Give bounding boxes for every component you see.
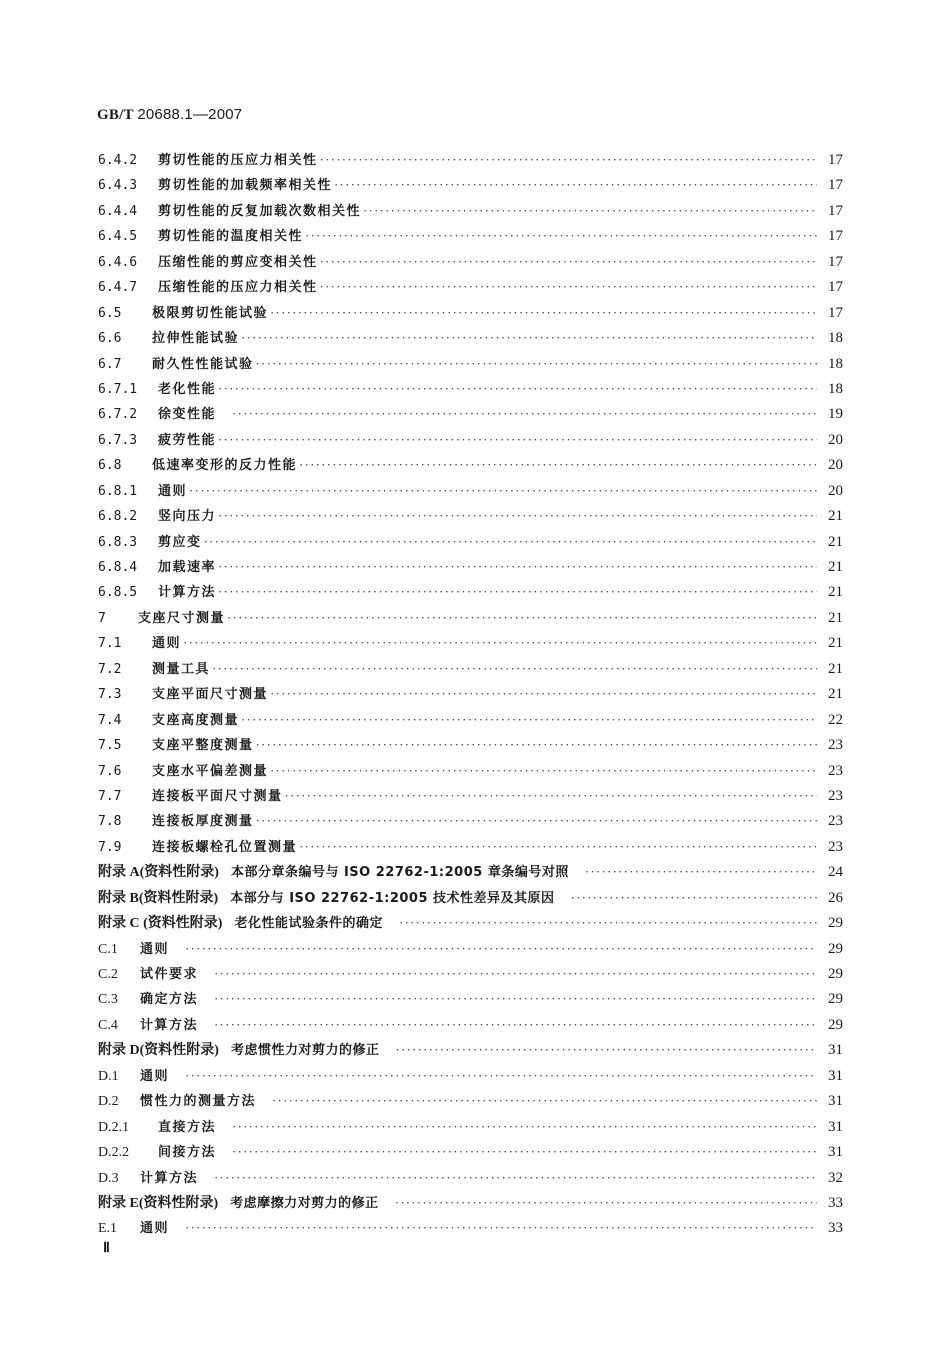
section-title: 本部分章条编号与 ISO 22762-1:2005 章条编号对照	[230, 865, 569, 881]
section-number: 7.2	[98, 661, 122, 677]
dot-leader	[185, 1063, 817, 1088]
section-number: 6.8.4	[98, 560, 138, 575]
dot-leader	[395, 1190, 817, 1215]
section-title: 考虑惯性力对剪力的修正	[230, 1043, 380, 1059]
toc-entry[interactable]	[98, 1088, 843, 1113]
section-title: 拉伸性能试验	[152, 331, 240, 347]
section-title: 计算方法	[158, 585, 217, 601]
toc-entry[interactable]	[98, 1165, 843, 1190]
appendix-label: 附录 C (资料性附录)	[98, 916, 223, 932]
page-ref: 21	[828, 635, 843, 652]
section-number: C.2	[98, 967, 118, 982]
page-ref: 32	[828, 1169, 843, 1186]
section-title: 低速率变形的反力性能	[152, 458, 298, 474]
section-title: 计算方法	[140, 1170, 199, 1186]
appendix-label: 附录 B(资料性附录)	[98, 890, 219, 906]
section-title: 剪应变	[158, 534, 202, 550]
page-ref: 29	[828, 1016, 843, 1033]
page-ref: 21	[828, 609, 843, 626]
page-ref: 18	[828, 380, 843, 397]
section-number: C.1	[98, 941, 118, 957]
toc-entry[interactable]	[98, 656, 843, 681]
page-ref: 21	[828, 508, 843, 525]
section-number: 6.4.3	[98, 178, 138, 194]
section-title: 通则	[152, 636, 182, 652]
section-number: 6.8.3	[98, 534, 138, 550]
toc-entry[interactable]	[98, 554, 843, 579]
page-ref: 24	[828, 864, 843, 881]
toc-entry[interactable]	[98, 630, 843, 655]
section-title: 试件要求	[140, 967, 199, 982]
section-number: D.2	[98, 1094, 119, 1110]
section-title: 本部分与 ISO 22762-1:2005 技术性差异及其原因	[230, 890, 555, 906]
section-number: 6.8.1	[98, 483, 138, 499]
section-number: 6.7.3	[98, 432, 138, 448]
dot-leader	[399, 910, 817, 935]
dot-leader	[183, 630, 817, 655]
section-title: 加载速率	[158, 560, 217, 575]
toc-entry[interactable]	[98, 1037, 843, 1062]
toc-entry[interactable]	[98, 961, 843, 986]
section-title: 支座水平偏差测量	[152, 763, 269, 779]
section-number: 6.6	[98, 331, 122, 347]
section-number: 6.8.2	[98, 509, 138, 525]
toc-entry[interactable]	[98, 834, 843, 859]
page-ref: 21	[828, 559, 843, 575]
section-title: 竖向压力	[158, 509, 217, 525]
toc-entry[interactable]	[98, 325, 843, 350]
page-ref: 31	[828, 1144, 843, 1161]
section-number: 6.8	[98, 458, 122, 474]
dot-leader	[189, 478, 817, 503]
dot-leader	[256, 732, 817, 757]
section-title: 老化性能试验条件的确定	[234, 916, 383, 932]
page-ref: 20	[828, 457, 843, 474]
toc-entry[interactable]	[98, 223, 843, 248]
toc-entry[interactable]	[98, 147, 843, 172]
toc-entry[interactable]	[98, 579, 843, 604]
dot-leader	[214, 1165, 817, 1190]
dot-leader	[204, 529, 817, 554]
dot-leader	[214, 1012, 817, 1037]
toc-entry[interactable]	[98, 885, 843, 910]
section-title: 剪切性能的温度相关性	[158, 229, 304, 245]
section-title: 确定方法	[140, 992, 199, 1008]
section-title: 间接方法	[158, 1145, 217, 1161]
toc-entry[interactable]	[98, 1063, 843, 1088]
dot-leader	[218, 503, 817, 528]
toc-entry[interactable]	[98, 401, 843, 426]
toc-entry[interactable]	[98, 859, 843, 884]
dot-leader	[232, 1114, 817, 1139]
section-title: 压缩性能的压应力相关性	[158, 280, 318, 296]
dot-leader	[232, 1139, 817, 1164]
page-ref: 23	[828, 838, 843, 855]
section-number: 7.9	[98, 839, 122, 855]
section-number: 6.4.7	[98, 280, 138, 296]
section-title: 疲劳性能	[158, 432, 217, 448]
dot-leader	[218, 427, 817, 452]
section-number: 6.7.1	[98, 381, 138, 397]
section-title: 支座高度测量	[152, 712, 240, 728]
dot-leader	[585, 859, 817, 884]
section-number: D.2.2	[98, 1145, 130, 1161]
dot-leader	[241, 325, 817, 350]
page-ref: 18	[828, 330, 843, 347]
dot-leader	[218, 376, 817, 401]
dot-leader	[395, 1037, 817, 1062]
section-number: 7.8	[98, 814, 122, 830]
page-ref: 29	[828, 966, 843, 982]
section-title: 压缩性能的剪应变相关性	[158, 254, 318, 270]
section-title: 耐久性性能试验	[152, 356, 254, 372]
section-title: 支座尺寸测量	[138, 610, 226, 626]
section-number: 7.3	[98, 687, 122, 703]
page-ref: 33	[828, 1220, 843, 1237]
page-ref: 21	[828, 584, 843, 601]
dot-leader	[334, 172, 817, 197]
page-ref: 17	[828, 304, 843, 321]
section-number: 7.4	[98, 712, 122, 728]
page-number: Ⅱ	[103, 1241, 110, 1256]
section-title: 连接板厚度测量	[152, 814, 254, 830]
toc-entry[interactable]	[98, 910, 843, 935]
section-title: 通则	[140, 1068, 170, 1084]
page-ref: 31	[828, 1067, 843, 1084]
dot-leader	[256, 351, 817, 376]
dot-leader	[270, 681, 817, 706]
page-ref: 17	[828, 202, 843, 219]
section-title: 通则	[140, 941, 170, 957]
page-ref: 17	[828, 177, 843, 194]
dot-leader	[227, 605, 817, 630]
section-number: 7.5	[98, 738, 122, 754]
dot-leader	[320, 147, 817, 172]
toc-entry[interactable]	[98, 376, 843, 401]
page-ref: 18	[828, 355, 843, 372]
page-ref: 31	[828, 1093, 843, 1110]
section-number: D.3	[98, 1170, 119, 1186]
section-number: 6.4.5	[98, 229, 138, 245]
section-number: D.2.1	[98, 1119, 130, 1135]
dot-leader	[571, 885, 817, 910]
toc-entry[interactable]	[98, 986, 843, 1011]
dot-leader	[305, 223, 817, 248]
toc-entry[interactable]	[98, 427, 843, 452]
section-title: 连接板螺栓孔位置测量	[152, 839, 298, 855]
toc-entry[interactable]	[98, 274, 843, 299]
dot-leader	[272, 1088, 817, 1113]
page-ref: 20	[828, 482, 843, 499]
section-title: 剪切性能的反复加载次数相关性	[158, 203, 362, 219]
page-ref: 23	[828, 787, 843, 804]
page-ref: 29	[828, 991, 843, 1008]
page-ref: 23	[828, 737, 843, 754]
dot-leader	[214, 961, 817, 986]
page-ref: 19	[828, 406, 843, 423]
section-number: C.4	[98, 1017, 118, 1033]
page-ref: 23	[828, 762, 843, 779]
dot-leader	[320, 274, 817, 299]
section-title: 徐变性能	[158, 407, 217, 423]
toc-entry[interactable]	[98, 1012, 843, 1037]
dot-leader	[241, 707, 817, 732]
dot-leader	[185, 1215, 817, 1240]
dot-leader	[285, 783, 817, 808]
toc-entry[interactable]	[98, 452, 843, 477]
section-number: 6.7.2	[98, 407, 138, 423]
toc-entry[interactable]	[98, 732, 843, 757]
page-ref: 17	[828, 152, 843, 168]
standard-number: 20688.1—2007	[137, 106, 243, 123]
dot-leader	[218, 554, 817, 579]
dot-leader	[299, 452, 817, 477]
standard-prefix: GB/T	[97, 107, 134, 123]
section-title: 通则	[158, 483, 188, 499]
page-ref: 17	[828, 279, 843, 296]
section-title: 支座平面尺寸测量	[152, 687, 269, 703]
dot-leader	[185, 936, 817, 961]
section-title: 老化性能	[158, 381, 217, 397]
section-title: 极限剪切性能试验	[152, 305, 269, 321]
page-ref: 22	[828, 711, 843, 728]
page-ref: 31	[828, 1118, 843, 1135]
page-ref: 20	[828, 431, 843, 448]
dot-leader	[232, 401, 817, 426]
section-number: 6.8.5	[98, 585, 138, 601]
section-number: D.1	[98, 1068, 119, 1084]
table-of-contents	[98, 147, 843, 1241]
section-number: 6.4.4	[98, 203, 138, 219]
page-ref: 31	[828, 1042, 843, 1059]
section-number: 6.4.6	[98, 254, 138, 270]
toc-entry[interactable]	[98, 172, 843, 197]
dot-leader	[270, 758, 817, 783]
dot-leader	[299, 834, 817, 859]
section-number: 7	[98, 610, 106, 626]
section-title: 通则	[140, 1221, 170, 1237]
dot-leader	[218, 579, 817, 604]
page-ref: 26	[828, 889, 843, 906]
toc-entry[interactable]	[98, 808, 843, 833]
section-title: 剪切性能的压应力相关性	[158, 153, 318, 168]
toc-entry[interactable]	[98, 478, 843, 503]
dot-leader	[256, 808, 817, 833]
page-ref: 17	[828, 253, 843, 270]
toc-entry[interactable]	[98, 1215, 843, 1240]
toc-entry[interactable]	[98, 681, 843, 706]
section-number: E.1	[98, 1221, 118, 1237]
section-title: 考虑摩擦力对剪力的修正	[230, 1195, 379, 1211]
toc-entry[interactable]	[98, 936, 843, 961]
toc-entry[interactable]	[98, 1190, 843, 1215]
section-number: 7.1	[98, 636, 122, 652]
toc-entry[interactable]	[98, 1114, 843, 1139]
section-number: 6.4.2	[98, 153, 138, 168]
section-title: 连接板平面尺寸测量	[152, 788, 283, 804]
toc-entry[interactable]	[98, 198, 843, 223]
section-number: 6.7	[98, 356, 122, 372]
section-title: 剪切性能的加载频率相关性	[158, 178, 333, 194]
toc-entry[interactable]	[98, 707, 843, 732]
appendix-label: 附录 A(资料性附录)	[98, 865, 219, 881]
section-title: 直接方法	[158, 1119, 217, 1135]
dot-leader	[212, 656, 817, 681]
toc-entry[interactable]	[98, 783, 843, 808]
page-ref: 23	[828, 813, 843, 830]
section-number: 7.7	[98, 788, 122, 804]
section-number: C.3	[98, 992, 118, 1008]
section-title: 测量工具	[152, 661, 211, 677]
page-ref: 17	[828, 228, 843, 245]
toc-entry[interactable]	[98, 758, 843, 783]
page-ref: 29	[828, 915, 843, 932]
toc-entry[interactable]	[98, 351, 843, 376]
section-title: 惯性力的测量方法	[140, 1094, 257, 1110]
toc-entry[interactable]	[98, 605, 843, 630]
dot-leader	[214, 986, 817, 1011]
page-ref: 29	[828, 940, 843, 957]
document-header	[97, 106, 242, 124]
dot-leader	[270, 300, 817, 325]
toc-entry[interactable]	[98, 1139, 843, 1164]
section-number: 6.5	[98, 305, 122, 321]
dot-leader	[363, 198, 817, 223]
page-ref: 21	[828, 660, 843, 677]
appendix-label: 附录 E(资料性附录)	[98, 1195, 219, 1211]
page-ref: 21	[828, 533, 843, 550]
dot-leader	[320, 249, 817, 274]
page-ref: 21	[828, 686, 843, 703]
toc-entry[interactable]	[98, 503, 843, 528]
section-number: 7.6	[98, 763, 122, 779]
toc-entry[interactable]	[98, 300, 843, 325]
page-ref: 33	[828, 1194, 843, 1211]
toc-entry[interactable]	[98, 529, 843, 554]
section-title: 计算方法	[140, 1017, 199, 1033]
section-title: 支座平整度测量	[152, 738, 254, 754]
toc-entry[interactable]	[98, 249, 843, 274]
appendix-label: 附录 D(资料性附录)	[98, 1043, 219, 1059]
